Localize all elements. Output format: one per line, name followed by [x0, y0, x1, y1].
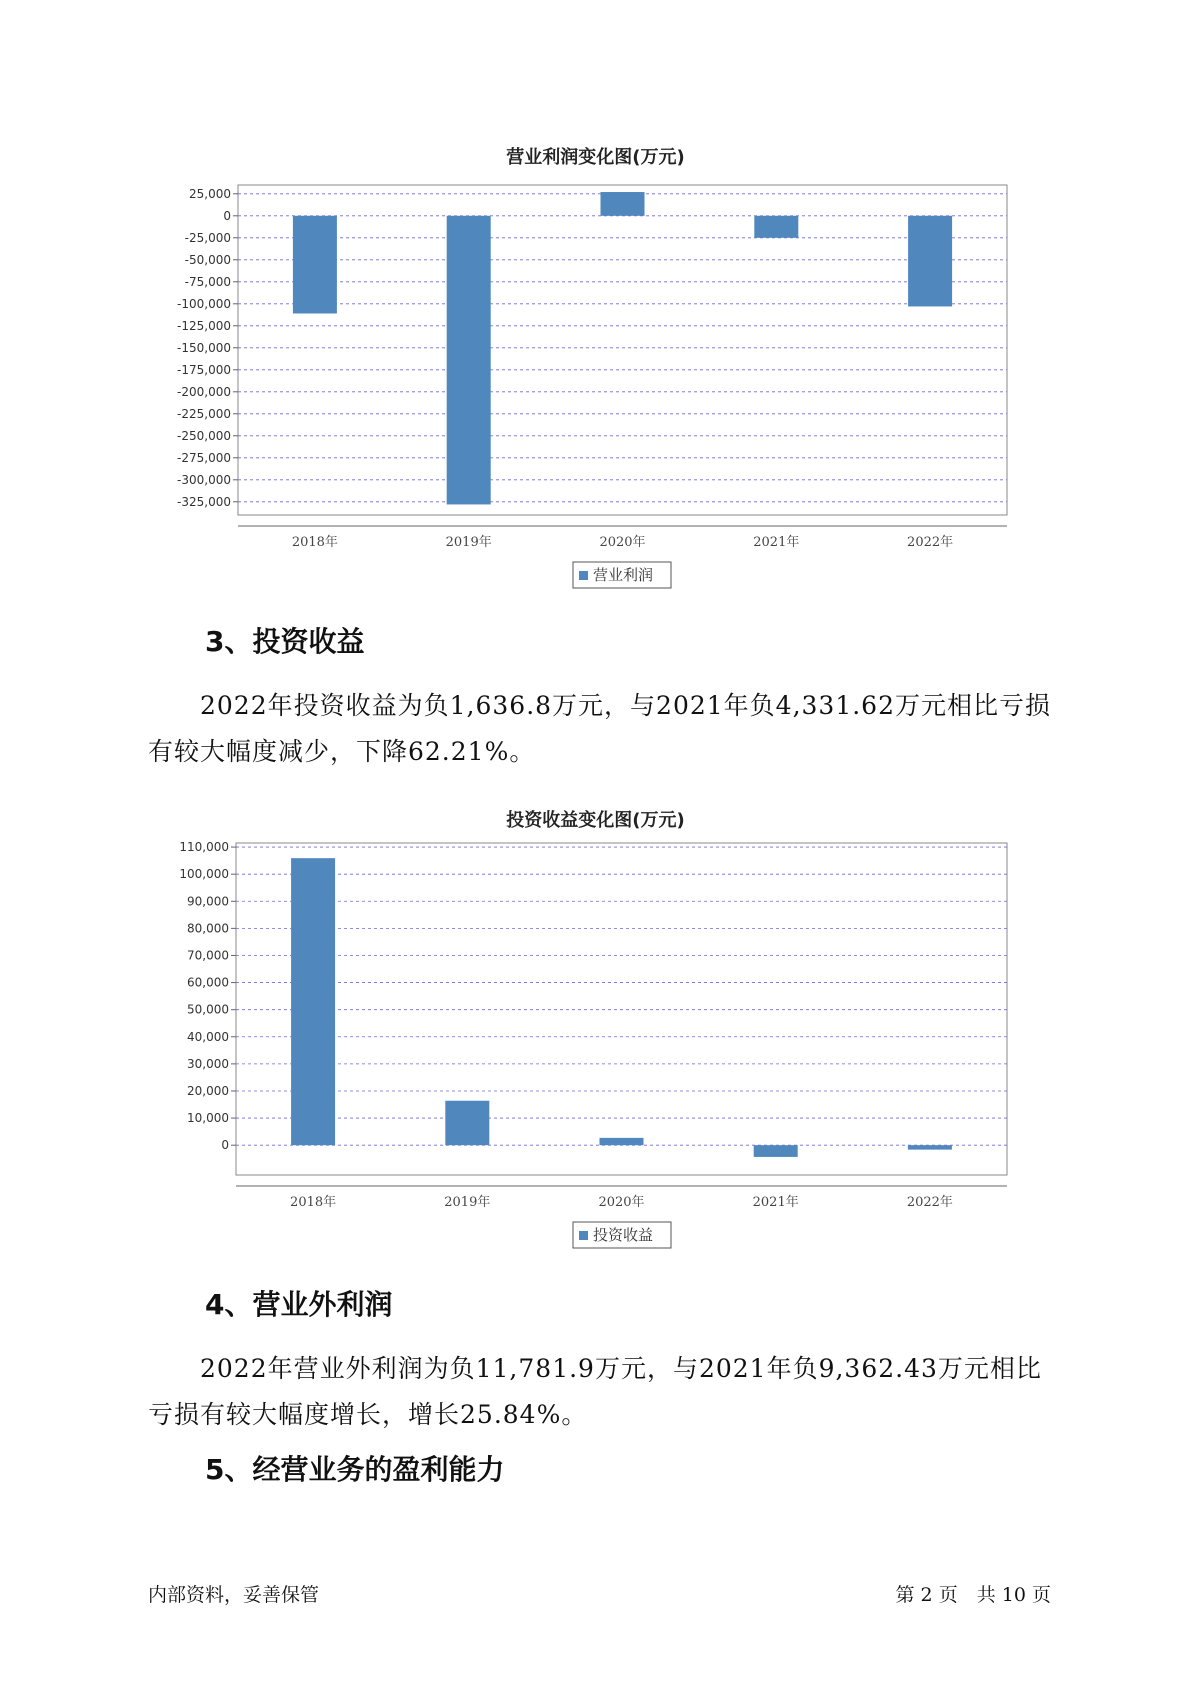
paragraph-text: 2022年投资收益为负1,636.8万元，与2021年负4,331.62万元相比亏损 [200, 691, 1051, 720]
y-tick-label: -150,000 [177, 340, 231, 355]
footer-confidential-note: 内部资料，妥善保管 [148, 1584, 320, 1606]
x-tick-label: 2022年 [907, 535, 954, 550]
x-tick-label: 2020年 [599, 535, 646, 550]
paragraph-investment-income [148, 683, 1068, 775]
paragraph-text: 有较大幅度减少，下降62.21%。 [148, 737, 536, 766]
bar [445, 1101, 489, 1145]
legend-label: 投资收益 [593, 1226, 654, 1244]
y-tick-label: 0 [221, 1138, 229, 1153]
y-tick-label: 50,000 [187, 1002, 229, 1017]
y-tick-label: 110,000 [179, 840, 229, 855]
y-tick-label: 20,000 [187, 1083, 229, 1098]
section-heading-investment-income: 3、投资收益 [205, 625, 365, 658]
y-tick-label: -275,000 [177, 450, 231, 465]
y-tick-label: 25,000 [189, 186, 231, 201]
x-tick-label: 2021年 [752, 1195, 799, 1210]
chart-title-operating-profit: 营业利润变化图(万元) [506, 147, 685, 168]
x-tick-label: 2019年 [444, 1195, 491, 1210]
x-tick-label: 2021年 [753, 535, 800, 550]
y-tick-label: -325,000 [177, 494, 231, 509]
y-tick-label: 0 [223, 208, 231, 223]
y-tick-label: 40,000 [187, 1029, 229, 1044]
bar [601, 192, 645, 216]
footer-page-number [895, 1580, 1051, 1607]
y-tick-label: -225,000 [177, 406, 231, 421]
bar [754, 1145, 798, 1157]
legend-swatch [579, 1231, 588, 1240]
page-suffix: 页 [1031, 1584, 1051, 1606]
y-tick-label: -50,000 [184, 252, 231, 267]
bar [447, 216, 491, 505]
legend-label: 营业利润 [593, 566, 654, 584]
plot-area [238, 185, 1007, 515]
section-heading-business-profitability: 5、经营业务的盈利能力 [205, 1453, 505, 1486]
bar [908, 216, 952, 307]
operating-profit-chart [0, 170, 1191, 590]
chart-title-investment-income: 投资收益变化图(万元) [506, 810, 685, 831]
section-heading-non-operating-profit: 4、营业外利润 [205, 1288, 393, 1321]
paragraph-line [148, 729, 1068, 775]
paragraph-text: 亏损有较大幅度增长，增长25.84%。 [148, 1400, 588, 1429]
bar [754, 216, 798, 238]
x-tick-label: 2018年 [290, 1195, 337, 1210]
y-tick-label: -300,000 [177, 472, 231, 487]
page-mid: 页 共 [938, 1584, 996, 1606]
paragraph-non-operating-profit [148, 1346, 1068, 1438]
y-tick-label: -75,000 [184, 274, 231, 289]
y-tick-label: 10,000 [187, 1111, 229, 1126]
paragraph-line [148, 1392, 1068, 1438]
page-total: 10 [1001, 1584, 1026, 1606]
investment-income-chart [0, 833, 1191, 1253]
x-tick-label: 2019年 [445, 535, 492, 550]
y-tick-label: -250,000 [177, 428, 231, 443]
page-prefix: 第 [895, 1584, 915, 1606]
y-tick-label: -175,000 [177, 362, 231, 377]
plot-area [236, 843, 1007, 1175]
page-current: 2 [920, 1584, 933, 1606]
y-tick-label: 60,000 [187, 975, 229, 990]
x-tick-label: 2018年 [291, 535, 338, 550]
legend-swatch [579, 571, 588, 580]
y-tick-label: 100,000 [179, 867, 229, 882]
bar [600, 1138, 644, 1145]
x-tick-label: 2022年 [906, 1195, 953, 1210]
y-tick-label: 80,000 [187, 921, 229, 936]
bar [291, 858, 335, 1145]
y-tick-label: 70,000 [187, 948, 229, 963]
paragraph-text: 2022年营业外利润为负11,781.9万元，与2021年负9,362.43万元相比 [200, 1354, 1042, 1383]
y-tick-label: 90,000 [187, 894, 229, 909]
y-tick-label: -25,000 [184, 230, 231, 245]
paragraph-line [148, 683, 1068, 729]
bar [293, 216, 337, 314]
y-tick-label: -200,000 [177, 384, 231, 399]
bar [908, 1145, 952, 1149]
paragraph-line [148, 1346, 1068, 1392]
y-tick-label: -100,000 [177, 296, 231, 311]
x-tick-label: 2020年 [598, 1195, 645, 1210]
y-tick-label: 30,000 [187, 1056, 229, 1071]
y-tick-label: -125,000 [177, 318, 231, 333]
